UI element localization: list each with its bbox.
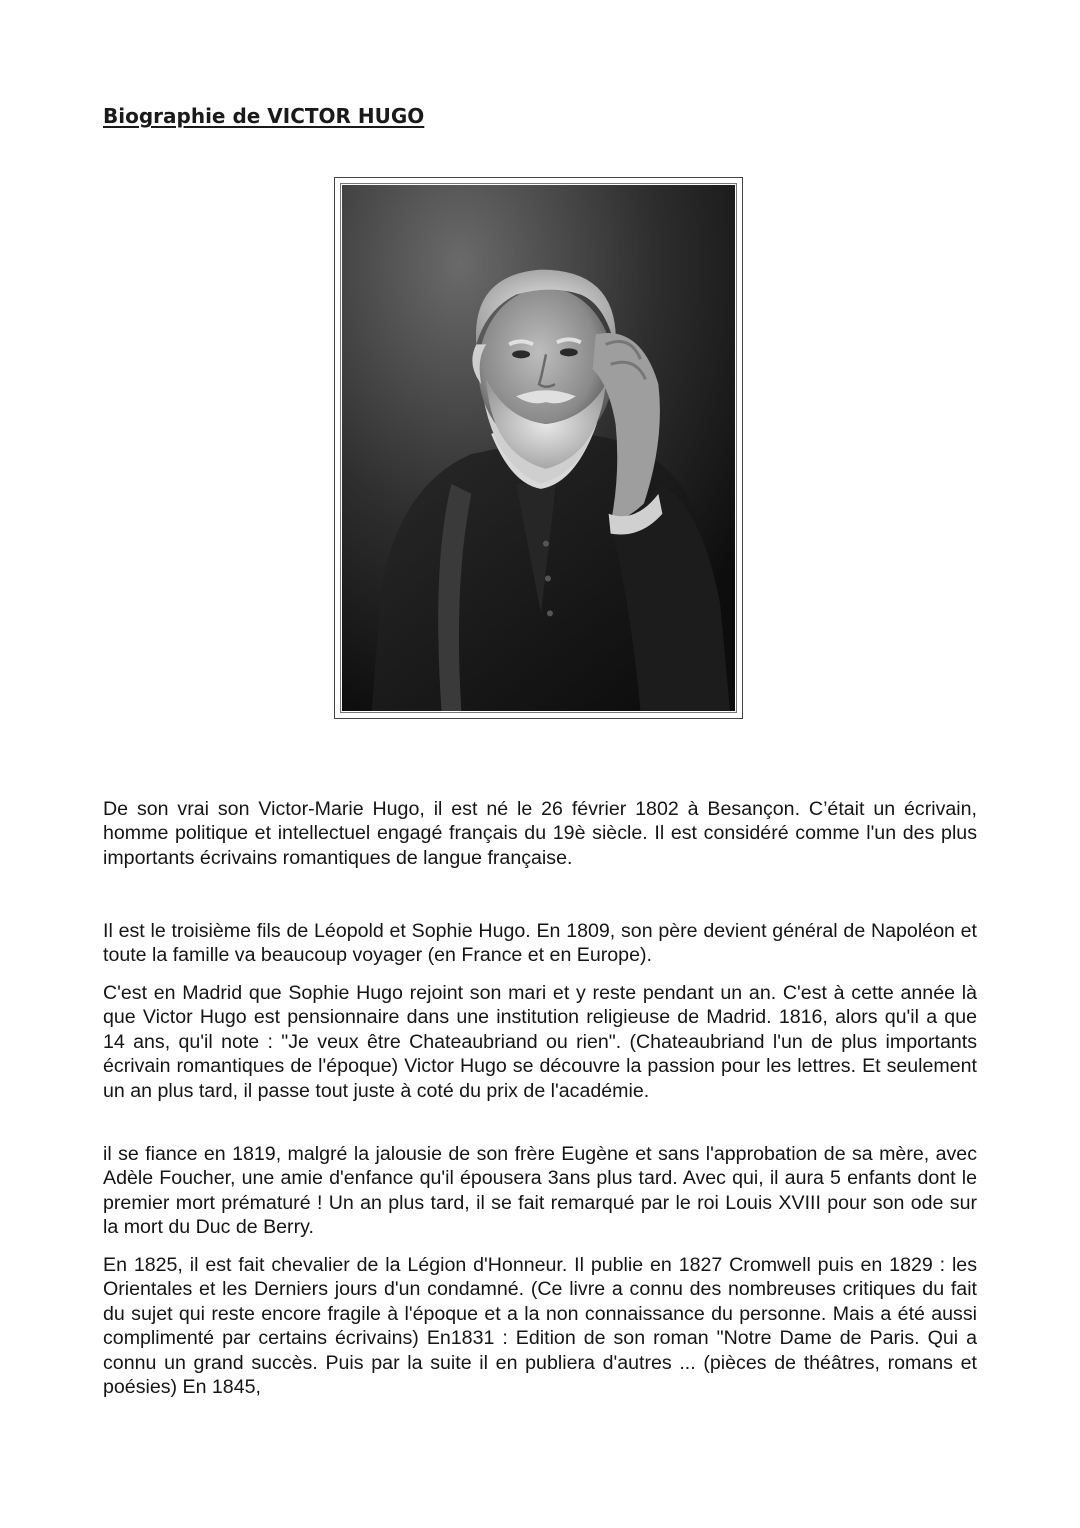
paragraph-marriage: il se fiance en 1819, malgré la jalousie de son frère Eugène et sans l'approbation de sa mère, avec Adèle Foucher, une amie d'enfance qu'il épousera 3ans plus tard. Avec qui, il aura 5 enfants dont le premier mort prématuré ! Un an plus tard, il se fait remarqué par le roi Louis XVIII pour son ode sur la mort du Duc de Berry. <box>103 1143 977 1239</box>
paragraph-madrid: C'est en Madrid que Sophie Hugo rejoint son mari et y reste pendant un an. C'est à cette année là que Victor Hugo est pensionnaire dans une institution religieuse de Madrid. 1816, alors qu'il a que 14 ans, qu'il note : "Je veux être Chateaubriand ou rien". (Chateaubriand l'un de plus importants écrivain romantiques de l'époque) Victor Hugo se découvre la passion pour les lettres. Et seulement un an plus tard, il passe tout juste à coté du prix de l'académie. <box>103 982 977 1102</box>
paragraph-intro: De son vrai son Victor-Marie Hugo, il est né le 26 février 1802 à Besançon. C’était un écrivain, homme politique et intellectuel engagé français du 19è siècle. Il est considéré comme l'un des plus importants écrivains romantiques de langue française. <box>103 798 977 869</box>
paragraph-works: En 1825, il est fait chevalier de la Légion d'Honneur. Il publie en 1827 Cromwell puis en 1829 : les Orientales et les Derniers jours d'un condamné. (Ce livre a connu des nombreuses critiques du fait du sujet qui reste encore fragile à l'époque et a la non connaissance du personne. Mais a été aussi complimenté par certains écrivains) En1831 : Edition de son roman "Notre Dame de Paris. Qui a connu un grand succès. Puis par la suite il en publiera d'autres ... (pièces de théâtres, romans et poésies) En 1845, <box>103 1254 977 1399</box>
page-title: Biographie de VICTOR HUGO <box>103 104 425 128</box>
portrait-frame-inner <box>340 183 737 713</box>
paragraph-family: Il est le troisième fils de Léopold et Sophie Hugo. En 1809, son père devient général de Napoléon et toute la famille va beaucoup voyager (en France et en Europe). <box>103 920 977 967</box>
portrait-frame <box>334 177 743 719</box>
portrait-photo-icon <box>342 185 735 711</box>
